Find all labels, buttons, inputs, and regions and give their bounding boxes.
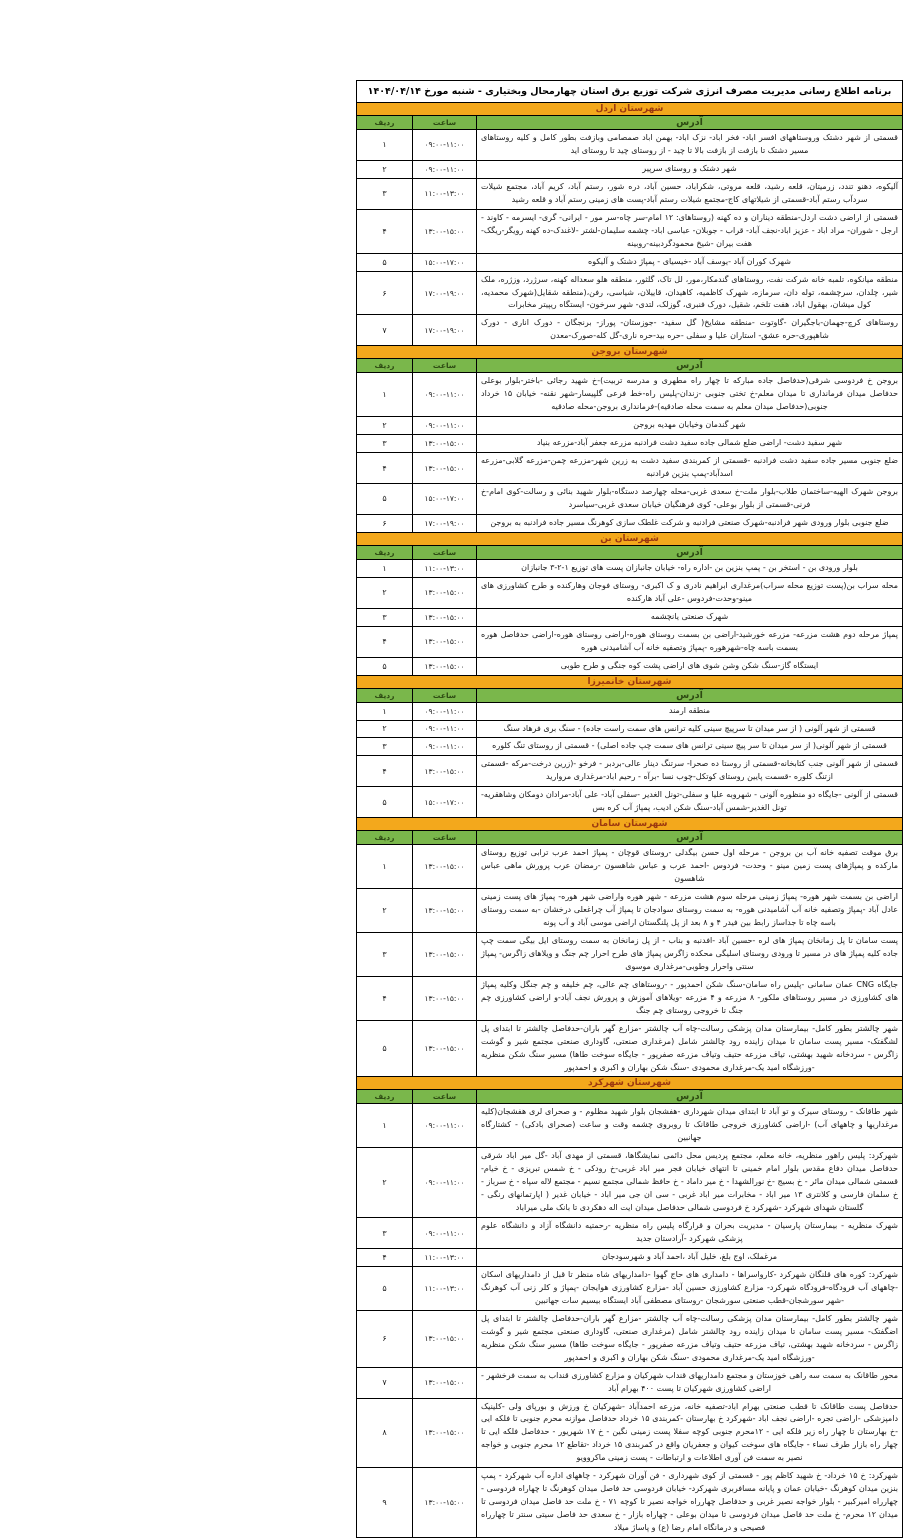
row-number-cell: ۸ — [357, 1398, 413, 1468]
row-number-cell: ۲ — [357, 160, 413, 178]
column-header-time: ساعت — [413, 688, 477, 702]
row-number-cell: ۵ — [357, 657, 413, 675]
table-row — [357, 608, 903, 626]
table-row — [357, 720, 903, 738]
address-cell: پست سامان تا پل زمانخان پمپاژ های لره -حسین آباد -افدنبه و بناب - از پل زمانخان به سمت روستای ایل بیگی سمت چپ جاده کلیه پمپاژ های در مسیر تا ورودی روستای اسلیگی محکده زاگرس پمپاژ های طرح احرار چم جنگ و ویلاهای زاگرس- پمپاژ سنتی واحرار وطوبی-مرغداری موسوی — [477, 932, 903, 976]
column-header-row-number: ردیف — [357, 359, 413, 373]
column-header-address: آدرس — [477, 831, 903, 845]
time-cell: ۱۳:۰۰-۱۵:۰۰ — [413, 608, 477, 626]
address-cell: روستاهای کرچ-جهمان-باجگیران -گاوتوت -منطقه مشایخ( گل سفید- -جوزستان- پوراز- برنجگان - دورک اناری - دورک شاهپوری-حره عشق- استاران علیا و سفلی -حره بید-حره ناری-گل کله-صورک-معدن — [477, 315, 903, 346]
table-row — [357, 1020, 903, 1077]
row-number-cell: ۴ — [357, 1249, 413, 1267]
address-cell: مرغملک، اوج بلغ، خلیل آباد ،احمد آباد و شهرسودجان — [477, 1249, 903, 1267]
table-row — [357, 178, 903, 209]
column-header-time: ساعت — [413, 545, 477, 559]
section-header: شهرستان شهرکرد — [357, 1077, 903, 1090]
address-cell: شهرک منظریه - بیمارستان پارسیان - مدیریت بحران و قرارگاه پلیس راه منظریه -رحمتیه دانشگاه آزاد و دانشگاه علوم پزشکی شهرکرد -آرادستان جدید — [477, 1218, 903, 1249]
title-row — [357, 81, 903, 103]
section-header-row — [357, 346, 903, 359]
table-row — [357, 160, 903, 178]
table-row — [357, 435, 903, 453]
table-row — [357, 1104, 903, 1148]
table-row — [357, 1468, 903, 1538]
column-header-address: آدرس — [477, 688, 903, 702]
row-number-cell: ۵ — [357, 1266, 413, 1310]
table-row — [357, 1218, 903, 1249]
section-header: شهرستان خانمیرزا — [357, 675, 903, 688]
column-header-row-number: ردیف — [357, 688, 413, 702]
row-number-cell: ۱ — [357, 845, 413, 889]
document-title: برنامه اطلاع رسانی مدیریت مصرف انرژی شرکت توزیع برق استان چهارمحال وبختیاری - شنبه مورخ ۱۴۰۴/۰۴/۱۴ — [357, 81, 903, 103]
row-number-cell: ۶ — [357, 514, 413, 532]
address-cell: برق موقت تصفیه خانه آب بن بروجن - مرحله اول حسن بیگدلی -روستای قوچان - پمپاژ احمد عرب ترابی توزیع روستای مارکده و پمپاژهای پست زمین مینو - وحدت- فردوس -احمد عرب و عباس شاهسون -رمضان عرب پرورش ماهی عباس شاهسون — [477, 845, 903, 889]
section-header: شهرستان سامان — [357, 818, 903, 831]
time-cell: ۱۳:۰۰-۱۵:۰۰ — [413, 209, 477, 253]
address-cell: منطقه میانکوه، تلمبه خانه شرکت نفت، روستاهای گندمکار،مور، لل تاک، گلثور، منطقه هلو سعداله کهنه، سرژرد، وزژره، ملک شیر، چلدان، سرچشمه، توله دان، سرمازه، شهرک کاظمیه، کاهیدان، قاییلان، شیاسی، رفن،(منطقه شقایل(شهرک محمدیه، کول میشان، بهقول اباد، هفت تلخم، شقیل، دورک فنبری، گوزلک، لتدی- شهر سرخون- ایستگاه ریپیتر مخابرات — [477, 271, 903, 315]
row-number-cell: ۱ — [357, 702, 413, 720]
column-header-address: آدرس — [477, 1090, 903, 1104]
time-cell: ۱۳:۰۰-۱۵:۰۰ — [413, 657, 477, 675]
time-cell: ۰۹:۰۰-۱۱:۰۰ — [413, 1104, 477, 1148]
section-header-row — [357, 675, 903, 688]
address-cell: جایگاه CNG عمان سامانی -پلیس راه سامان-سنگ شکن احمدپور - -روستاهای چم عالی، چم خلیفه و چم جنگل وکلیه پمپاژ های کشاورزی در مسیر روستاهای ملکور- ۸ مزرعه و ۴ مزرعه -ویلاهای آموزش و پرورش نجف آباد-و اراضی کشاورزی چم جنگ تا خروجی روستای چم جنگ — [477, 976, 903, 1020]
row-number-cell: ۱ — [357, 559, 413, 577]
section-header: شهرستان بروجن — [357, 346, 903, 359]
row-number-cell: ۴ — [357, 756, 413, 787]
table-row — [357, 417, 903, 435]
row-number-cell: ۷ — [357, 1367, 413, 1398]
address-cell: محله سراب بن(پست توزیع محله سراب)مرغداری ابراهیم نادری و ک اکبری- روستای فوجان وهارکنده و طرح کشاورزی های مینو-وحدت-فردوس -علی آباد هارکنده — [477, 577, 903, 608]
row-number-cell: ۶ — [357, 271, 413, 315]
section-header-row — [357, 818, 903, 831]
column-header-row — [357, 1090, 903, 1104]
address-cell: ضلع جنوبی بلوار ورودی شهر فرادنبه-شهرک صنعتی فرادنبه و شرکت غلطک سازی کوهرنگ مسیر جاده فرادنبه به بروجن — [477, 514, 903, 532]
time-cell: ۱۳:۰۰-۱۵:۰۰ — [413, 845, 477, 889]
address-cell: حدفاصل پست طاقانک تا قطب صنعتی بهرام اباد-تصفیه خانه، مزرعه احمدآباد -شهرکیان خ ورزش و بورپای ولی -کلینیک دامپزشکی -اراضی تجره -اراضی نجف اباد -شهرکرد خ بهارستان -کمربندی ۱۵ خرداد حدفاصل موازنه محرم جنوبی تا فلکه ایی -خ بهارستان تا چهار راه زیر فلکه ایی - ۱۲محرم جنوبی کوچه سفلا پست زمینی نگین - خ ۱۷ شهریور - حدفاصل فلکه ایی تا چهار راه بازار طرف نساء - جایگاه های سوخت کیوان و جعفریان واقع در کمربندی ۱۵ خرداد -تقاطع ۱۲ محرم جنوبی و خواجه نصیر به سمت فن آوری اطلاعات و ارتباطات - پست زمینی ماکروویو — [477, 1398, 903, 1468]
row-number-cell: ۵ — [357, 253, 413, 271]
row-number-cell: ۹ — [357, 1468, 413, 1538]
time-cell: ۱۷:۰۰-۱۹:۰۰ — [413, 514, 477, 532]
section-header-row — [357, 103, 903, 116]
row-number-cell: ۵ — [357, 787, 413, 818]
address-cell: شهر چالشتر بطور کامل- بیمارستان مدان پزشکی رسالت-چاه آب چالشتر -مزارع گهر باران-حدفاصل چالشتر تا ابتدای پل لشگفتک- مسیر پست سامان تا میدان زاینده رود چالشتر شامل (مرغداری صنعتی، گاوداری صنعتی مجتمع شیر و گوشت زاگرس - سردخانه شهید بهشتی، تیاف مزرعه حتیف وتیاف مزرعه صفرپور - جایگاه سوخت طاها) مسیر سنگ شکن منظریه -ورزشگاه امید یک-مرغداری محمودی -سنگ شکن بهاران و اکبری و احمدپور — [477, 1020, 903, 1077]
time-cell: ۱۳:۰۰-۱۵:۰۰ — [413, 1020, 477, 1077]
column-header-time: ساعت — [413, 1090, 477, 1104]
time-cell: ۱۳:۰۰-۱۵:۰۰ — [413, 626, 477, 657]
row-number-cell: ۲ — [357, 720, 413, 738]
section-header-row — [357, 1077, 903, 1090]
address-cell: شهر سفید دشت- اراضی ضلع شمالی جاده سفید دشت فرادنبه مزرعه جعفر آباد-مزرعه بنیاد — [477, 435, 903, 453]
time-cell: ۱۵:۰۰-۱۷:۰۰ — [413, 253, 477, 271]
row-number-cell: ۳ — [357, 1218, 413, 1249]
row-number-cell: ۱ — [357, 1104, 413, 1148]
address-cell: بروجن خ فردوسی شرقی(حدفاصل جاده مبارکه تا چهار راه مطهری و مدرسه تربیت)-خ شهید رجائی -باختر-بلوار بوعلی حدفاصل میدان فرمانداری تا میدان معلم-خ تختی جنوبی -زندان-پلیس راه-خط فرعی گلپیسار-شهر نقنه- خیابان ۱۵ خرداد جنوبی(حدفاصل میدان معلم به سمت محله صادقیه)-فرمانداری بروجن-محله صادقیه — [477, 373, 903, 417]
time-cell: ۰۹:۰۰-۱۱:۰۰ — [413, 720, 477, 738]
row-number-cell: ۵ — [357, 484, 413, 515]
row-number-cell: ۳ — [357, 178, 413, 209]
address-cell: شهر دشتک و روستای سرپیر — [477, 160, 903, 178]
time-cell: ۱۵:۰۰-۱۷:۰۰ — [413, 484, 477, 515]
column-header-row — [357, 831, 903, 845]
column-header-row-number: ردیف — [357, 831, 413, 845]
row-number-cell: ۳ — [357, 435, 413, 453]
address-cell: شهر طاقانک - روستای سیرک و تو آباد تا ابتدای میدان شهرداری -هفشجان بلوار شهید مظلوم - و صحرای لری هفشجان(کلیه مرغداریها و چاههای آب) -اراضی کشاورزی خروجی طاقانک تا روبروی چشمه وقت و ساعت (صحرای بادکی) - کشتارگاه جهانبین — [477, 1104, 903, 1148]
table-row — [357, 756, 903, 787]
table-row — [357, 315, 903, 346]
address-cell: شهر گندمان وخیابان مهدیه بروجن — [477, 417, 903, 435]
table-row — [357, 657, 903, 675]
table-row — [357, 373, 903, 417]
table-row — [357, 209, 903, 253]
table-row — [357, 1148, 903, 1218]
table-row — [357, 889, 903, 933]
address-cell: شهر چالشتر بطور کامل- بیمارستان مدان پزشکی رسالت-چاه آب چالشتر -مزارع گهر باران-حدفاصل چالشتر تا ابتدای پل اضگفتک- مسیر پست سامان تا میدان زاینده رود چالشتر شامل (مرغداری صنعتی، گاوداری صنعتی مجتمع شیر و گوشت زاگرس - سردخانه شهید بهشتی، تیاف مزرعه حتیف وتیاف مزرعه صفرپور - جایگاه سوخت طاها) مسیر سنگ شکن منظریه -ورزشگاه امید یک-مرغداری محمودی -سنگ شکن بهاران و اکبری و احمدپور — [477, 1310, 903, 1367]
time-cell: ۱۳:۰۰-۱۵:۰۰ — [413, 976, 477, 1020]
column-header-row-number: ردیف — [357, 545, 413, 559]
address-cell: پمپاژ مرحله دوم هشت مزرعه- مزرعه خورشید-اراضی بن بسمت روستای هوره-اراضی روستای هوره-اراضی حدفاصل هوره بسمت باسه چاه-شهرهوره -پمپاژ وتصفیه خانه آب آشامیدنی هوره — [477, 626, 903, 657]
row-number-cell: ۳ — [357, 738, 413, 756]
address-cell: شهرک کوران آباد -یوسف آباد -خیسیای - پمپاژ دشتک و آلیکوه — [477, 253, 903, 271]
column-header-row — [357, 116, 903, 130]
column-header-row — [357, 545, 903, 559]
time-cell: ۱۱:۰۰-۱۳:۰۰ — [413, 1266, 477, 1310]
address-cell: قسمتی از آلونی -جایگاه دو منظوره آلونی - شهروبه علیا و سفلی-تونل الغدیر -سفلی آباد- علی آباد-مرادان دومکان وشاهقریه-تونل الغدیر-شمس آباد-سنگ شکن ادیب، پمپاژ آب کره بس — [477, 787, 903, 818]
time-cell: ۱۳:۰۰-۱۵:۰۰ — [413, 1468, 477, 1538]
table-row — [357, 577, 903, 608]
table-row — [357, 514, 903, 532]
address-cell: قسمتی از شهر آلونی( از سر میدان تا سر پیچ سینی ترانس های سمت چپ جاده اصلی) - قسمتی از روستای تنگ کلوره — [477, 738, 903, 756]
row-number-cell: ۵ — [357, 1020, 413, 1077]
row-number-cell: ۲ — [357, 1148, 413, 1218]
address-cell: محور طاقانک به سمت سه راهی خوزستان و مجتمع دامداریهای قنداب شهرکیان و مزارع کشاورزی قنداب به سمت فرخشهر - اراضی کشاورزی شهرکیان تا پست ۴۰۰ بهرام آباد — [477, 1367, 903, 1398]
time-cell: ۰۹:۰۰-۱۱:۰۰ — [413, 738, 477, 756]
time-cell: ۱۱:۰۰-۱۳:۰۰ — [413, 178, 477, 209]
time-cell: ۰۹:۰۰-۱۱:۰۰ — [413, 373, 477, 417]
time-cell: ۱۳:۰۰-۱۵:۰۰ — [413, 435, 477, 453]
row-number-cell: ۳ — [357, 608, 413, 626]
table-row — [357, 559, 903, 577]
address-cell: شهرکرد: پلیس راهور منظریه، خانه معلم، مجتمع پردیس محل دائمی نمایشگاها، قسمتی از مهدی آباد -گل میر اباد شرقی حدفاصل میدان دفاع مقدس بلوار امام خمینی تا انتهای خیابان فجر میر اباد غربی-خ رودکی - خ شمس تبریزی - خ خیام- قسمتی شمالی میدان مائر - خ بسیج -خ نورالشهدا - خ میر داماد - خ حافظ شمالی مجتمع نسیم - مجتمع لاله سپاه - خ سرباز - خ سلمان فارسی و کلانتری ۱۳ میر اباد - مخابرات میر اباد غربی - سی ان جی میر اباد - خیابان غدیر ( اپارتمانهای رنگی - گلستان شهدای شهرکرد -شهرکرد خ فردوسی شمالی حدفاصل میدان ایت اله دهکردی تا بانک ملی میراباد — [477, 1148, 903, 1218]
table-row — [357, 738, 903, 756]
column-header-row-number: ردیف — [357, 116, 413, 130]
address-cell: قسمتی از شهر آلونی ( از سر میدان تا سرپیچ سینی کلیه ترانس های سمت راست جاده) - سنگ بری فرهاد سنگ — [477, 720, 903, 738]
address-cell: شهرک صنعتی یانچشمه — [477, 608, 903, 626]
row-number-cell: ۳ — [357, 932, 413, 976]
table-row — [357, 130, 903, 161]
row-number-cell: ۶ — [357, 1310, 413, 1367]
time-cell: ۱۳:۰۰-۱۵:۰۰ — [413, 1310, 477, 1367]
row-number-cell: ۲ — [357, 889, 413, 933]
table-row — [357, 976, 903, 1020]
address-cell: ایستگاه گاز-سنگ شکن وشن شوی های اراضی پشت کوه جنگی و طرح طوبی — [477, 657, 903, 675]
column-header-address: آدرس — [477, 545, 903, 559]
time-cell: ۱۳:۰۰-۱۵:۰۰ — [413, 932, 477, 976]
table-row — [357, 1249, 903, 1267]
address-cell: منطقه ارمند — [477, 702, 903, 720]
column-header-time: ساعت — [413, 831, 477, 845]
row-number-cell: ۲ — [357, 577, 413, 608]
time-cell: ۰۹:۰۰-۱۱:۰۰ — [413, 160, 477, 178]
time-cell: ۱۳:۰۰-۱۵:۰۰ — [413, 756, 477, 787]
table-row — [357, 1398, 903, 1468]
table-row — [357, 1367, 903, 1398]
column-header-time: ساعت — [413, 359, 477, 373]
time-cell: ۱۳:۰۰-۱۵:۰۰ — [413, 453, 477, 484]
row-number-cell: ۴ — [357, 209, 413, 253]
time-cell: ۱۷:۰۰-۱۹:۰۰ — [413, 315, 477, 346]
address-cell: شهرکرد: کوره های قلنگان شهرکرد -کارواسراها - دامداری های حاج گهوا -دامداریهای شاه منظر تا قبل از دامداریهای اسکان -چاههای آب فرودگاه-فرودگاه شهرکرد- مزارع کشاورزی حسین آباد -مزارع کشاورزی هوایجان -پمپاژ و کلر زنی آب کوهرنگ -شهر سورشجان-قطب صنعتی سورشجان -روستای مصطفی آباد ایستگاه بیسیم سات جهانبین — [477, 1266, 903, 1310]
time-cell: ۱۵:۰۰-۱۷:۰۰ — [413, 787, 477, 818]
table-row — [357, 845, 903, 889]
time-cell: ۱۳:۰۰-۱۵:۰۰ — [413, 889, 477, 933]
column-header-row-number: ردیف — [357, 1090, 413, 1104]
table-row — [357, 453, 903, 484]
address-cell: قسمتی از اراضی دشت اردل-منطقه دیناران و ده کهنه (روستاهای: ۱۲ امام-سر چاه-سر مور - ایرانی- گری- ایسرمه - کاوند - ارجل - شوران- مراد اباد - عزیز اباد-نجف آباد- قراب - جوبلان- عباسی اباد- چشمه سلیمان-لشتر -لاغندک-ده کهنه رویگر-ریگک-هفت بیران -شیخ محمودگردبینه-روبینه — [477, 209, 903, 253]
row-number-cell: ۴ — [357, 626, 413, 657]
address-cell: قسمتی از شهر آلونی جنب کتابخانه-قسمتی از روستا ده صحرا- سرتنگ دینار عالی-بردبر - فرخو -(زرین درخت-مرکه -قسمتی ازتنگ کلوره -قسمت پایین روستای کوتکل-چوب نسا -برآه - رحیم اباد-مرغداری مروارید — [477, 756, 903, 787]
section-header: شهرستان اردل — [357, 103, 903, 116]
address-cell: شهرکرد: خ ۱۵ خرداد- خ شهید کاظم پور - قسمتی از کوی شهرداری - فن آوران شهرکرد - چاههای اداره آب شهرکرد - پمپ بنزین میدان کوهرنگ -خیابان عمان و پایانه مسافربری شهرکرد- خیابان فردوسی حد فاصل میدان کوهرنگ تا چهاراه فردوسی - چهارراه امیرکبیر - بلوار خواجه نصیر غربی و حدفاصل چهارراه خواجه نصیر تا کوچه ۷۱ - خ ملت حد فاصل میدان فردوسی تا میدان ۱۲ محرم- خ ملت حد فاصل میدان فردوسی تا میدان بوعلی - چهاراه بازار - خ سعدی حد فاصل سیتی سنتر تا چهارراه فصیحی و درمانگاه امام رضا (ع) و پاساژ میلاد — [477, 1468, 903, 1538]
table-row — [357, 702, 903, 720]
column-header-address: آدرس — [477, 359, 903, 373]
row-number-cell: ۴ — [357, 976, 413, 1020]
time-cell: ۰۹:۰۰-۱۱:۰۰ — [413, 702, 477, 720]
time-cell: ۱۱:۰۰-۱۳:۰۰ — [413, 1249, 477, 1267]
column-header-row — [357, 688, 903, 702]
outage-schedule-document — [356, 80, 903, 1538]
table-row — [357, 932, 903, 976]
time-cell: ۰۹:۰۰-۱۱:۰۰ — [413, 1218, 477, 1249]
time-cell: ۱۳:۰۰-۱۵:۰۰ — [413, 577, 477, 608]
time-cell: ۱۱:۰۰-۱۳:۰۰ — [413, 559, 477, 577]
table-row — [357, 271, 903, 315]
time-cell: ۰۹:۰۰-۱۱:۰۰ — [413, 1148, 477, 1218]
section-header-row — [357, 532, 903, 545]
address-cell: قسمتی از شهر دشتک وروستاههای افسر اباد- فخر اباد- نزک اباد- بهمن اباد صمصامی وبازفت بطور کامل و کلیه روستاهای مسیر دشتک تا بازفت از بازفت بالا تا چید - از روستای چید تا روستای اید — [477, 130, 903, 161]
address-cell: بروجن شهرک الهیه-ساختمان طلاب-بلوار ملت-خ سعدی غربی-محله چهارصد دستگاه-بلوار شهید بنائی و رسالت-کوی امام-خ فرنی-قسمتی از بلوار بوعلی- کوی فرهنگیان خیابان سعدی غربی-سیاسرد — [477, 484, 903, 515]
time-cell: ۰۹:۰۰-۱۱:۰۰ — [413, 130, 477, 161]
table-row — [357, 787, 903, 818]
address-cell: ضلع جنوبی مسیر جاده سفید دشت فرادنبه -قسمتی از کمربندی سفید دشت به زرین شهر-مزرعه چمن-مزرعه گلابی-مزرعه اسدآباد-پمپ بنزین فرادنبه — [477, 453, 903, 484]
outage-schedule-table — [356, 80, 903, 1538]
table-row — [357, 626, 903, 657]
row-number-cell: ۴ — [357, 453, 413, 484]
table-row — [357, 1266, 903, 1310]
address-cell: بلوار ورودی بن - استخر بن - پمپ بنزین بن -اداره راه- خیابان جانبازان پست های توزیع ۱-۲-۳ جانبازان — [477, 559, 903, 577]
time-cell: ۱۷:۰۰-۱۹:۰۰ — [413, 271, 477, 315]
time-cell: ۰۹:۰۰-۱۱:۰۰ — [413, 417, 477, 435]
section-header: شهرستان بن — [357, 532, 903, 545]
column-header-address: آدرس — [477, 116, 903, 130]
row-number-cell: ۱ — [357, 373, 413, 417]
row-number-cell: ۱ — [357, 130, 413, 161]
address-cell: اراضی بن بسمت شهر هوره- پمپاژ زمینی مرحله سوم هشت مزرعه - شهر هوره واراضی شهر هوره- پمپاژ های پست زمینی عادل آباد -پمپاژ وتصفیه خانه آب آشامیدنی هوره- به سمت روستای سوادجان تا پمپاژ آب چراغعلی درخشان -به سمت روستای باسه چاه تا جداساز رابط بین فیدر ۴ و ۸ بعد از پل پلنگستان اراضی موسی آباد و آب پونه — [477, 889, 903, 933]
row-number-cell: ۷ — [357, 315, 413, 346]
time-cell: ۱۳:۰۰-۱۵:۰۰ — [413, 1367, 477, 1398]
column-header-time: ساعت — [413, 116, 477, 130]
table-row — [357, 1310, 903, 1367]
table-row — [357, 484, 903, 515]
table-row — [357, 253, 903, 271]
address-cell: آلیکوه، دهنو تندد، زرمیتان، قلعه رشید، قلعه مروتی، شکراباد، حسین آباد، دره شور، رستم آباد، کریم آباد، مجتمع شیلات سردآب رستم آباد-قسمتی از شیلاتهای کاج-مجتمع شیلات رستم آباد-پست های زمینی رستم آباد و قلعه رشید — [477, 178, 903, 209]
row-number-cell: ۲ — [357, 417, 413, 435]
time-cell: ۱۳:۰۰-۱۵:۰۰ — [413, 1398, 477, 1468]
column-header-row — [357, 359, 903, 373]
